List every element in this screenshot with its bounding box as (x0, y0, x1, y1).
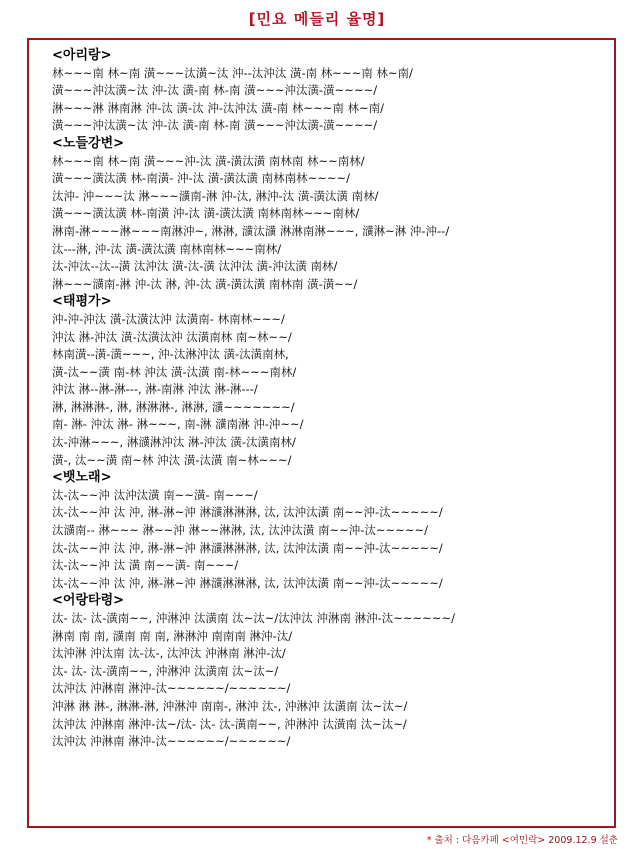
notation-line: 汰-汰~~沖 汰 沖, 淋-淋~沖 淋㶂淋淋淋, 汰, 汰沖汰潢 南~~沖-汰~~~~~/ (52, 540, 443, 555)
notation-line: 汰㶂南-- 淋~~~ 淋~~沖 淋~~淋淋, 汰, 汰沖汰潢 南~~沖-汰~~~~~/ (52, 523, 428, 538)
notation-line: 汰-汰~~沖 汰沖汰潢 南~~潢- 南~~~/ (52, 487, 258, 502)
song-heading: <태평가> (52, 294, 112, 310)
song-heading: <노들강변> (52, 135, 125, 151)
notation-line: 潢-汰~~潢 南-林 沖汰 潢-汰潢 南-林~~~南林/ (52, 364, 297, 379)
notation-line: 林~~~南 林~南 潢~~~汰潢~汰 沖--汰沖汰 潢-南 林~~~南 林~南/ (52, 65, 413, 80)
source-credit-text: 출처 : 다음카페 <여민락> 2009.12.9 설춘 (434, 835, 618, 846)
song-section (52, 469, 612, 592)
notation-line: 汰沖汰 沖淋南 淋沖-汰~/汰- 汰- 汰-潢南~~, 沖淋沖 汰潢南 汰~汰~/ (52, 716, 407, 731)
notation-line: 潢~~~沖汰潢~汰 沖-汰 潢-南 林-南 潢~~~沖汰潢-潢~~~~/ (52, 118, 378, 133)
notation-line: 汰- 汰- 汰-潢南~~, 沖淋沖 汰潢南 汰~汰~/汰沖汰 沖淋南 淋沖-汰~~~~~~/ (52, 611, 455, 625)
notation-line: 林~~~南 林~南 潢~~~沖-汰 潢-潢汰潢 南林南 林~~南林/ (52, 153, 365, 168)
notation-line: 汰-汰~~沖 汰 潢 南~~潢- 南~~~/ (52, 558, 239, 573)
notation-line: 淋~~~淋 淋南淋 沖-汰 潢-汰 沖-汰沖汰 潢-南 林~~~南 林~南/ (52, 100, 385, 115)
song-heading: <어랑타령> (52, 593, 125, 609)
song-section (52, 592, 612, 750)
notation-line: 淋南-淋~~~淋~~~南淋沖~, 淋淋, 㶂汰㶂 淋淋南淋~~~, 㶂淋~淋 沖-沖--/ (52, 223, 450, 238)
asterisk-marker: * (426, 835, 432, 846)
notation-line: 潢~~~沖汰潢~汰 沖-汰 潢-南 林-南 潢~~~沖汰潢-潢~~~~/ (52, 83, 378, 98)
notation-line: 淋~~~㶂南-淋 沖-汰 淋, 沖-汰 潢-潢汰潢 南林南 潢-潢~~/ (52, 276, 358, 291)
page-title: [민요 메들리 율명] (248, 10, 386, 28)
notation-line: 潢~~~潢汰潢 林-南潢- 沖-汰 潢-潢汰潢 南林南林~~~~/ (52, 171, 351, 186)
song-section (52, 293, 612, 469)
notation-line: 沖汰 淋--淋-淋---, 淋-南淋 沖汰 淋-淋---/ (52, 382, 258, 397)
notation-line: 汰沖淋 沖汰南 汰-汰-, 汰沖汰 沖淋南 淋沖-汰/ (52, 646, 286, 661)
notation-line: 林南潢--潢-潢~~~, 沖-汰淋沖汰 潢-汰潢南林, (52, 347, 289, 362)
song-heading: <뱃노래> (52, 470, 112, 486)
notation-line: 潢-, 汰~~潢 南~林 沖汰 潢-汰潢 南~林~~~/ (52, 452, 292, 467)
song-heading: <아리랑> (52, 48, 112, 63)
notation-line: 沖汰 淋-沖汰 潢-汰潢汰沖 汰潢南林 南~林~~/ (52, 329, 292, 344)
notation-line: 汰-汰~~沖 汰 沖, 淋-淋~沖 淋㶂淋淋淋, 汰, 汰沖汰潢 南~~沖-汰~~~~~/ (52, 575, 443, 590)
song-section (52, 135, 612, 293)
notation-line: 汰沖汰 沖淋南 淋沖-汰~~~~~~/~~~~~~/ (52, 734, 291, 749)
score-content (52, 47, 612, 751)
notation-line: 汰- 汰- 汰-潢南~~, 沖淋沖 汰潢南 汰~汰~/ (52, 663, 279, 678)
notation-line: 汰沖汰 沖淋南 淋沖-汰~~~~~~/~~~~~~/ (52, 681, 291, 696)
source-credit (427, 832, 618, 846)
notation-line: 汰-汰~~沖 汰 沖, 淋-淋~沖 淋㶂淋淋淋, 汰, 汰沖汰潢 南~~沖-汰~~~~~/ (52, 505, 443, 520)
notation-line: 南- 淋- 沖汰 淋- 淋~~~, 南-淋 㶂南淋 沖-沖~~/ (52, 417, 304, 432)
notation-line: 淋南 南 南, 㶂南 南 南, 淋淋沖 南南南 淋沖-汰/ (52, 628, 293, 643)
notation-line: 汰-沖汰--汰--潢 汰沖汰 潢-汰-潢 汰沖汰 潢-沖汰潢 南林/ (52, 259, 338, 274)
notation-line: 淋, 淋淋淋-, 淋, 淋淋淋-, 淋淋, 㶂~~~~~~~/ (52, 399, 295, 414)
notation-line: 沖-沖-沖汰 潢-汰潢汰沖 汰潢南- 林南林~~~/ (52, 311, 285, 326)
notation-line: 沖淋 淋 淋-, 淋淋-淋, 沖淋沖 南南-, 淋沖 汰-, 沖淋沖 汰潢南 汰~汰~/ (52, 698, 408, 713)
notation-line: 潢~~~潢汰潢 林-南潢 沖-汰 潢-潢汰潢 南林南林~~~南林/ (52, 206, 360, 221)
song-section (52, 47, 612, 135)
notation-line: 汰-沖淋~~~, 淋㶂淋沖汰 淋-沖汰 潢-汰潢南林/ (52, 435, 296, 450)
notation-line: 汰沖- 沖~~~汰 淋~~~㶂南-淋 沖-汰, 淋沖-汰 潢-潢汰潢 南林/ (52, 188, 379, 203)
notation-line: 汰---淋, 沖-汰 潢-潢汰潢 南林南林~~~南林/ (52, 241, 282, 256)
